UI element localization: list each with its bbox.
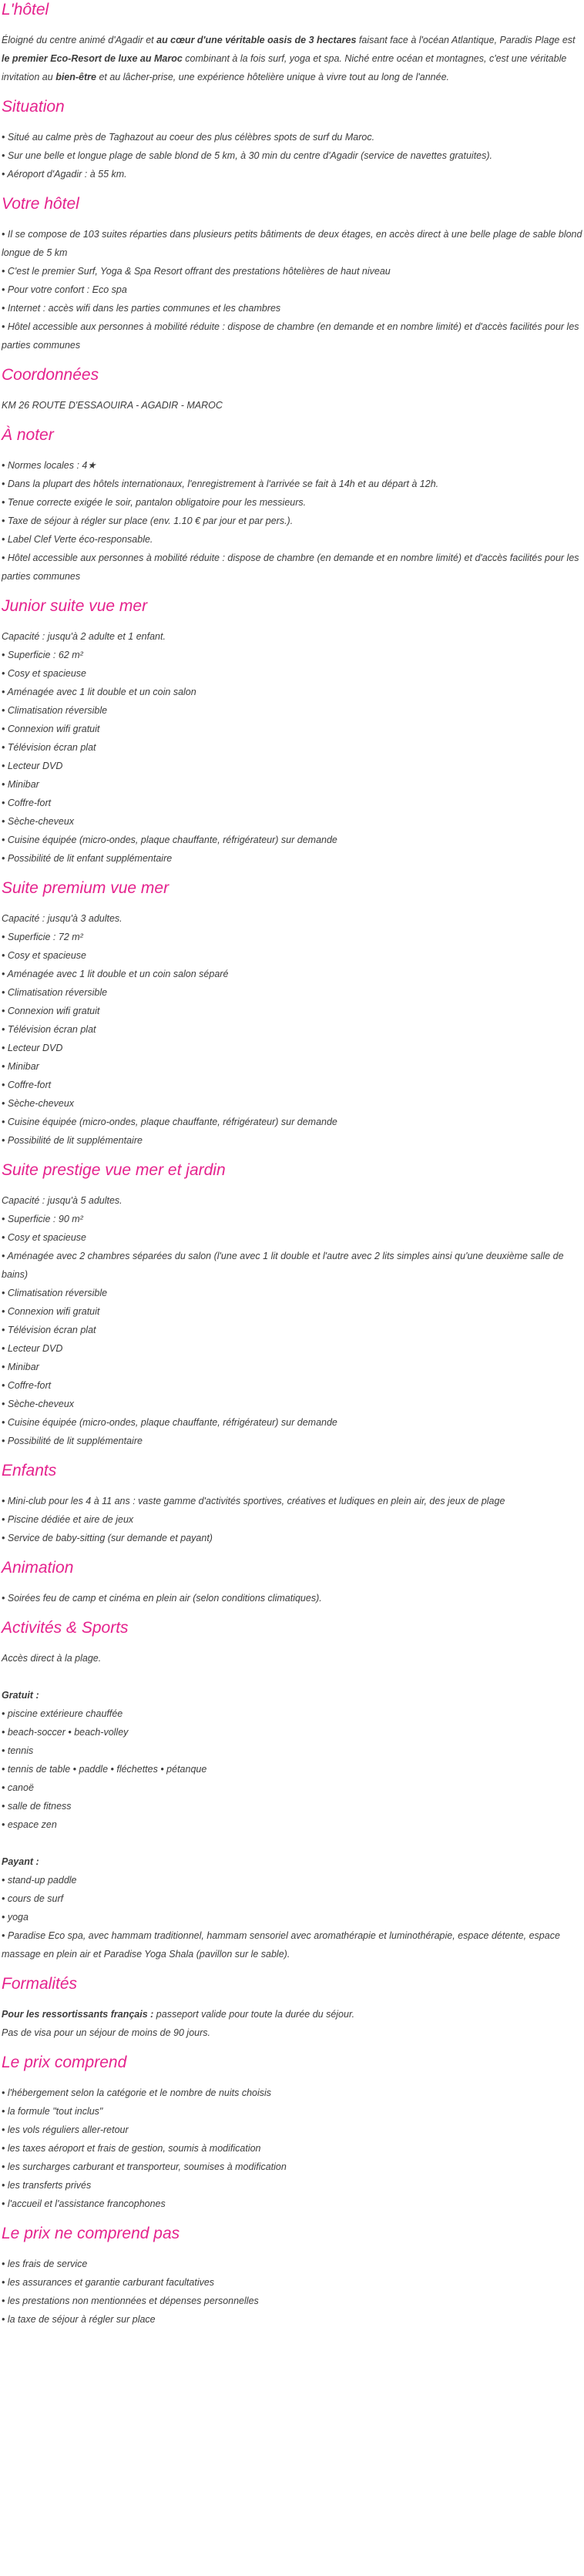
free-activities-label: Gratuit : [2,1690,39,1701]
section-suite-prestige [2,1160,582,1450]
list-item: • yoga [2,1908,582,1926]
list-item: • Sèche-cheveux [2,1395,582,1413]
list-item: • Minibar [2,775,582,794]
list-item: • les assurances et garantie carburant facultatives [2,2273,582,2292]
list-item: • la formule "tout inclus" [2,2102,582,2121]
list-item: • stand-up paddle [2,1871,582,1889]
section-formalites [2,1974,582,2042]
section-title: Suite prestige vue mer et jardin [2,1161,226,1179]
spacer [2,1668,582,1686]
list-item: • Aménagée avec 1 lit double et un coin salon [2,683,582,701]
list-item: • piscine extérieure chauffée [2,1704,582,1723]
list-item: • l'hébergement selon la catégorie et le nombre de nuits choisis [2,2084,582,2102]
list-item: • Connexion wifi gratuit [2,1002,582,1020]
section-coordonnees [2,365,582,415]
list-item: • Cuisine équipée (micro-ondes, plaque chauffante, réfrigérateur) sur demande [2,1113,582,1131]
list-item: • Hôtel accessible aux personnes à mobilité réduite : dispose de chambre (en demande et en nombre limité) et d'accès facilités pour les parties communes [2,549,582,586]
room-capacity: Capacité : jusqu'à 5 adultes. [2,1195,123,1206]
list-item: • salle de fitness [2,1797,582,1815]
list-item: • Coffre-fort [2,1076,582,1094]
section-title: À noter [2,426,54,444]
section-title: Coordonnées [2,366,99,384]
list-item: • Superficie : 62 m² [2,646,582,664]
list-item: • Possibilité de lit enfant supplémentaire [2,849,582,868]
section-title: Enfants [2,1462,57,1479]
list-item: • tennis de table • paddle • fléchettes • pétanque [2,1760,582,1778]
list-item: • Lecteur DVD [2,757,582,775]
list-item: • Cosy et spacieuse [2,664,582,683]
section-junior-suite [2,596,582,868]
list-item: • Aménagée avec 1 lit double et un coin salon séparé [2,965,582,983]
list-item: • Mini-club pour les 4 à 11 ans : vaste gamme d'activités sportives, créatives et ludiques en plein air, des jeux de plage [2,1492,582,1510]
list-item: • Sèche-cheveux [2,812,582,831]
list-item: • Soirées feu de camp et cinéma en plein air (selon conditions climatiques). [2,1589,582,1607]
list-item: • Sur une belle et longue plage de sable blond de 5 km, à 30 min du centre d'Agadir (service de navettes gratuites). [2,146,582,165]
formalities-visa: Pas de visa pour un séjour de moins de 90 jours. [2,2027,210,2038]
section-prix-ne-comprend-pas [2,2224,582,2329]
section-title: Formalités [2,1975,78,1993]
list-item: • Label Clef Verte éco-responsable. [2,530,582,549]
section-prix-comprend [2,2053,582,2213]
list-item: • Service de baby-sitting (sur demande et payant) [2,1529,582,1547]
section-title: Votre hôtel [2,195,79,213]
list-item: • Aménagée avec 2 chambres séparées du salon (l'une avec 1 lit double et l'autre avec 2 lits simples ainsi qu'une deuxième salle de bains) [2,1247,582,1284]
hotel-description-page [2,0,582,2329]
section-title: Activités & Sports [2,1619,129,1637]
section-hotel [2,0,582,86]
list-item: • beach-soccer • beach-volley [2,1723,582,1741]
list-item: • Sèche-cheveux [2,1094,582,1113]
section-title: Junior suite vue mer [2,597,148,615]
list-item: • espace zen [2,1815,582,1834]
list-item: • les prestations non mentionnées et dépenses personnelles [2,2292,582,2310]
section-a-noter [2,425,582,586]
list-item: • la taxe de séjour à régler sur place [2,2310,582,2329]
section-enfants [2,1461,582,1547]
list-item: • Climatisation réversible [2,701,582,720]
list-item: • Hôtel accessible aux personnes à mobilité réduite : dispose de chambre (en demande et en nombre limité) et d'accès facilités pour les parties communes [2,317,582,354]
section-activites [2,1618,582,1963]
list-item: • Internet : accès wifi dans les parties communes et les chambres [2,299,582,317]
list-item: • Télévision écran plat [2,738,582,757]
room-capacity: Capacité : jusqu'à 2 adulte et 1 enfant. [2,631,166,642]
list-item: • Coffre-fort [2,1376,582,1395]
list-item: • Cosy et spacieuse [2,1228,582,1247]
list-item: • Coffre-fort [2,794,582,812]
list-item: • Situé au calme près de Taghazout au coeur des plus célèbres spots de surf du Maroc. [2,128,582,146]
list-item: • Paradise Eco spa, avec hammam traditionnel, hammam sensoriel avec aromathérapie et luminothérapie, espace détente, espace massage en plein air et Paradise Yoga Shala (pavillon sur le sable). [2,1926,582,1963]
list-item: • Connexion wifi gratuit [2,720,582,738]
list-item: • les taxes aéroport et frais de gestion, soumis à modification [2,2139,582,2158]
spacer [2,1834,582,1852]
section-suite-premium [2,878,582,1150]
list-item: • Cuisine équipée (micro-ondes, plaque chauffante, réfrigérateur) sur demande [2,1413,582,1432]
formalities-passport: Pour les ressortissants français : passeport valide pour toute la durée du séjour. [2,2009,355,2020]
list-item: • les vols réguliers aller-retour [2,2121,582,2139]
list-item: • Minibar [2,1358,582,1376]
list-item: • Normes locales : 4★ [2,456,582,475]
list-item: • Cosy et spacieuse [2,946,582,965]
section-title: Situation [2,98,65,116]
section-votre-hotel [2,194,582,354]
list-item: • Climatisation réversible [2,983,582,1002]
list-item: • Lecteur DVD [2,1339,582,1358]
activities-intro: Accès direct à la plage. [2,1653,102,1664]
list-item: • Possibilité de lit supplémentaire [2,1432,582,1450]
list-item: • Télévision écran plat [2,1020,582,1039]
list-item: • Tenue correcte exigée le soir, pantalon obligatoire pour les messieurs. [2,493,582,512]
list-item: • les frais de service [2,2255,582,2273]
room-capacity: Capacité : jusqu'à 3 adultes. [2,913,123,924]
list-item: • Taxe de séjour à régler sur place (env. 1.10 € par jour et par pers.). [2,512,582,530]
section-situation [2,97,582,183]
list-item: • Possibilité de lit supplémentaire [2,1131,582,1150]
list-item: • Superficie : 90 m² [2,1210,582,1228]
list-item: • l'accueil et l'assistance francophones [2,2195,582,2213]
list-item: • Aéroport d'Agadir : à 55 km. [2,165,582,183]
list-item: • Climatisation réversible [2,1284,582,1302]
list-item: • les transferts privés [2,2176,582,2195]
list-item: • tennis [2,1741,582,1760]
list-item: • Connexion wifi gratuit [2,1302,582,1321]
list-item: • cours de surf [2,1889,582,1908]
section-title: Suite premium vue mer [2,879,169,897]
list-item: • canoë [2,1778,582,1797]
list-item: • Dans la plupart des hôtels internationaux, l'enregistrement à l'arrivée se fait à 14h et au départ à 12h. [2,475,582,493]
list-item: • Minibar [2,1057,582,1076]
list-item: • Cuisine équipée (micro-ondes, plaque chauffante, réfrigérateur) sur demande [2,831,582,849]
hotel-intro: Éloigné du centre animé d'Agadir et au cœur d'une véritable oasis de 3 hectares faisant face à l'océan Atlantique, Paradis Plage est le premier Eco-Resort de luxe au Maroc combinant à la fois surf, yoga et spa. Niché entre océan et montagnes, c'est une véritable invitation au bien-être et au lâcher-prise, une expérience hôtelière unique à vivre tout au long de l'année. [2,35,576,82]
section-title: Le prix ne comprend pas [2,2225,180,2242]
list-item: • C'est le premier Surf, Yoga & Spa Resort offrant des prestations hôtelières de haut niveau [2,262,582,280]
list-item: • les surcharges carburant et transporteur, soumises à modification [2,2158,582,2176]
list-item: • Pour votre confort : Eco spa [2,280,582,299]
list-item: • Lecteur DVD [2,1039,582,1057]
section-title: L'hôtel [2,1,49,18]
section-animation [2,1558,582,1607]
address: KM 26 ROUTE D'ESSAOUIRA - AGADIR - MAROC [2,400,223,411]
paid-activities-label: Payant : [2,1856,39,1867]
list-item: • Superficie : 72 m² [2,928,582,946]
list-item: • Il se compose de 103 suites réparties dans plusieurs petits bâtiments de deux étages, en accès direct à une belle plage de sable blond longue de 5 km [2,225,582,262]
section-title: Animation [2,1559,74,1577]
section-title: Le prix comprend [2,2054,127,2071]
list-item: • Piscine dédiée et aire de jeux [2,1510,582,1529]
list-item: • Télévision écran plat [2,1321,582,1339]
